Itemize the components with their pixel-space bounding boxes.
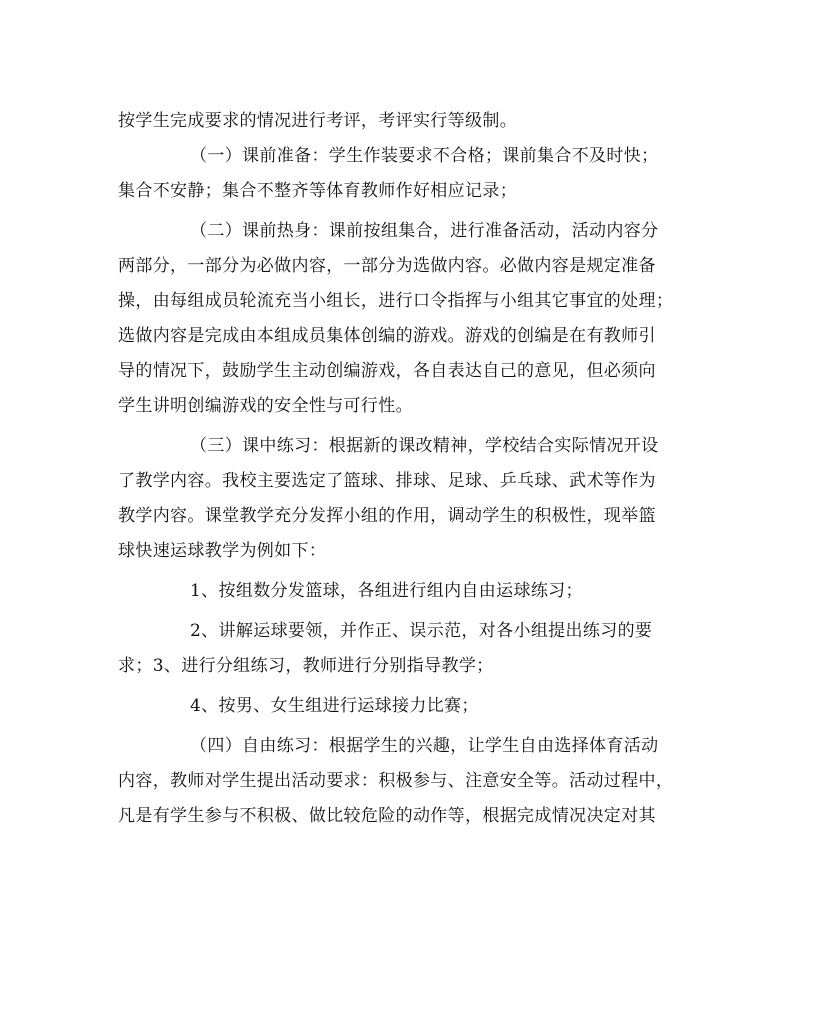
text-line: 按学生完成要求的情况进行考评，考评实行等级制。 xyxy=(118,111,518,131)
text-line: 求；3、进行分组练习，教师进行分别指导教学； xyxy=(118,656,494,676)
text-line: 1、按组数分发篮球，各组进行组内自由运球练习； xyxy=(190,581,583,601)
text-line: 操，由每组成员轮流充当小组长，进行口令指挥与小组其它事宜的处理； xyxy=(118,291,674,311)
text-line: 选做内容是完成由本组成员集体创编的游戏。游戏的创编是在有教师引 xyxy=(118,326,656,346)
text-line: （四）自由练习：根据学生的兴趣，让学生自由选择体育活动 xyxy=(190,736,659,756)
text-line: 教学内容。课堂教学充分发挥小组的作用，调动学生的积极性，现举篮 xyxy=(118,506,656,526)
text-line: 内容，教师对学生提出活动要求：积极参与、注意安全等。活动过程中， xyxy=(118,771,674,791)
text-line: （二）课前热身：课前按组集合，进行准备活动，活动内容分 xyxy=(190,221,659,241)
text-line: 凡是有学生参与不积极、做比较危险的动作等，根据完成情况决定对其 xyxy=(118,806,656,826)
text-line: （三）课中练习：根据新的课改精神，学校结合实际情况开设 xyxy=(190,436,659,456)
text-line: 学生讲明创编游戏的安全性与可行性。 xyxy=(118,396,413,416)
text-line: 球快速运球教学为例如下： xyxy=(118,541,327,561)
text-line: 两部分，一部分为必做内容，一部分为选做内容。必做内容是规定准备 xyxy=(118,256,656,276)
text-line: 集合不安静；集合不整齐等体育教师作好相应记录； xyxy=(118,181,518,201)
text-line: （一）课前准备：学生作装要求不合格；课前集合不及时快； xyxy=(190,146,659,166)
text-line: 2、讲解运球要领，并作正、误示范，对各小组提出练习的要 xyxy=(190,621,653,641)
text-line: 了教学内容。我校主要选定了篮球、排球、足球、乒乓球、武术等作为 xyxy=(118,471,656,491)
document-body xyxy=(118,104,698,834)
text-line: 导的情况下，鼓励学生主动创编游戏，各自表达自己的意见，但必须向 xyxy=(118,361,656,381)
text-line: 4、按男、女生组进行运球接力比赛； xyxy=(190,696,479,716)
